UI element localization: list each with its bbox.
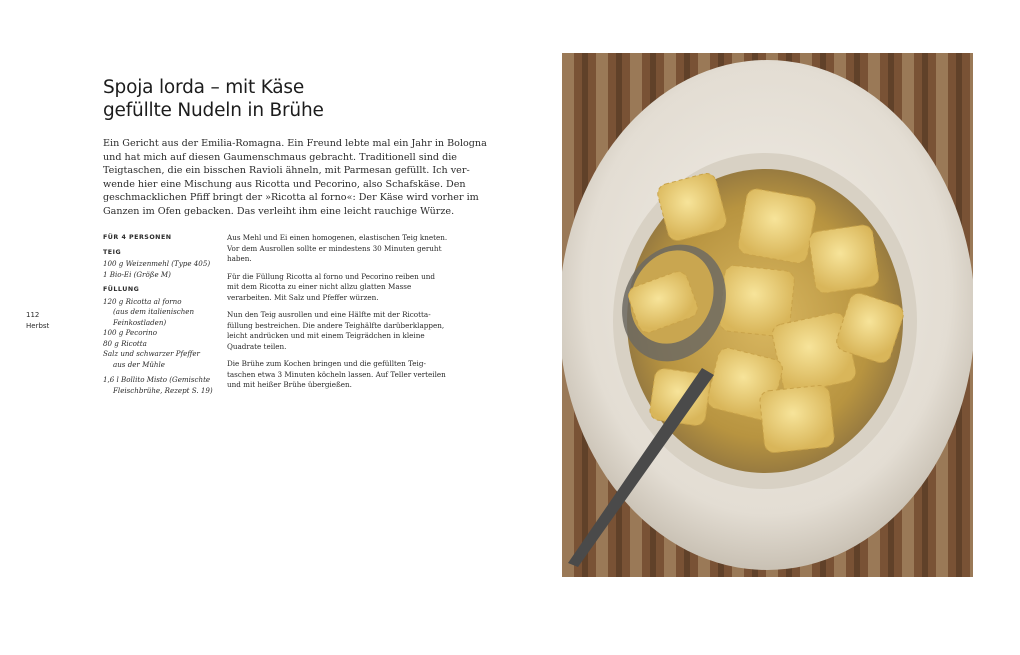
method-line: haben. — [227, 254, 252, 263]
method-line: füllung bestreichen. Die andere Teighälfte darüberklappen, — [227, 320, 445, 330]
ingredient-item: 80 g Ricotta — [103, 338, 147, 348]
method-line: Vor dem Ausrollen sollte er mindestens 30 Minuten geruht — [227, 243, 442, 253]
ingredient-list — [103, 233, 221, 401]
intro-line: wende hier eine Mischung aus Ricotta und Pecorino, also Schafskäse. Den — [103, 178, 466, 190]
intro-line: Ein Gericht aus der Emilia-Romagna. Ein Freund lebte mal ein Jahr in Bologna — [103, 138, 487, 149]
fuellung-heading: FÜLLUNG — [103, 286, 140, 293]
intro-line: geschmacklichen Pfiff bringt der »Ricotta al forno«: Der Käse wird vorher im — [103, 192, 479, 204]
ingredient-item: 1 Bio-Ei (Größe M) — [103, 269, 171, 279]
ingredient-group-teig — [103, 248, 221, 281]
method-line: verarbeiten. Mit Salz und Pfeffer würzen. — [227, 292, 379, 302]
method-line: Die Brühe zum Kochen bringen und die gefüllten Teig- — [227, 359, 426, 368]
ingredient-item: 120 g Ricotta al forno — [103, 296, 182, 306]
ingredient-item: 100 g Weizenmehl (Type 405) — [103, 259, 211, 268]
page-folio — [26, 310, 49, 331]
intro-line: und hat mich auf diesen Gaumenschmaus gebracht. Traditionell sind die — [103, 151, 457, 163]
page-number: 112 — [26, 311, 40, 319]
method-line: und mit heißer Brühe übergießen. — [227, 380, 352, 389]
method-step — [227, 272, 462, 304]
method-line: leicht andrücken und mit einem Teigrädchen in kleine — [227, 331, 425, 340]
intro-line: Teigtaschen, die ein bisschen Ravioli ähneln, mit Parmesan gefüllt. Ich ver- — [103, 165, 470, 177]
ingredient-item: 1,6 l Bollito Misto (Gemischte — [103, 375, 211, 384]
recipe-intro — [103, 137, 487, 219]
method-line: mit dem Ricotta zu einer nicht allzu glatten Masse — [227, 282, 412, 291]
ingredient-group-fuellung — [103, 285, 221, 370]
intro-line: Ganzen im Ofen gebacken. Das verleiht ihm eine leicht rauchige Würze. — [103, 205, 455, 217]
ingredient-item: Feinkostladen) — [113, 317, 167, 327]
method-line: Nun den Teig ausrollen und eine Hälfte mit der Ricotta- — [227, 310, 431, 319]
ingredient-group-bruehe — [103, 375, 221, 396]
ingredient-item: aus der Mühle — [113, 359, 165, 369]
method-line: taschen etwa 3 Minuten köcheln lassen. Auf Teller verteilen — [227, 369, 446, 379]
ingredient-item: (aus dem italienischen — [113, 307, 195, 316]
method-step — [227, 233, 462, 265]
title-line-1: Spoja lorda – mit Käse — [103, 77, 305, 98]
method-step — [227, 310, 462, 352]
method-line: Für die Füllung Ricotta al forno und Pecorino reiben und — [227, 271, 435, 281]
method-line: Aus Mehl und Ei einen homogenen, elastischen Teig kneten. — [227, 233, 448, 242]
pasta-in-broth-photo — [562, 53, 973, 577]
recipe-title — [103, 76, 463, 122]
ingredient-item: Salz und schwarzer Pfeffer — [103, 349, 200, 358]
title-line-2: gefüllte Nudeln in Brühe — [103, 100, 324, 121]
method-line: Quadrate teilen. — [227, 341, 287, 351]
method-step — [227, 359, 462, 391]
teig-heading: TEIG — [103, 248, 122, 256]
ingredient-item: Fleischbrühe, Rezept S. 19) — [113, 385, 213, 395]
method-steps — [227, 233, 462, 398]
section-name: Herbst — [26, 321, 50, 330]
servings-heading: FÜR 4 PERSONEN — [103, 234, 172, 241]
ingredient-item: 100 g Pecorino — [103, 328, 157, 337]
